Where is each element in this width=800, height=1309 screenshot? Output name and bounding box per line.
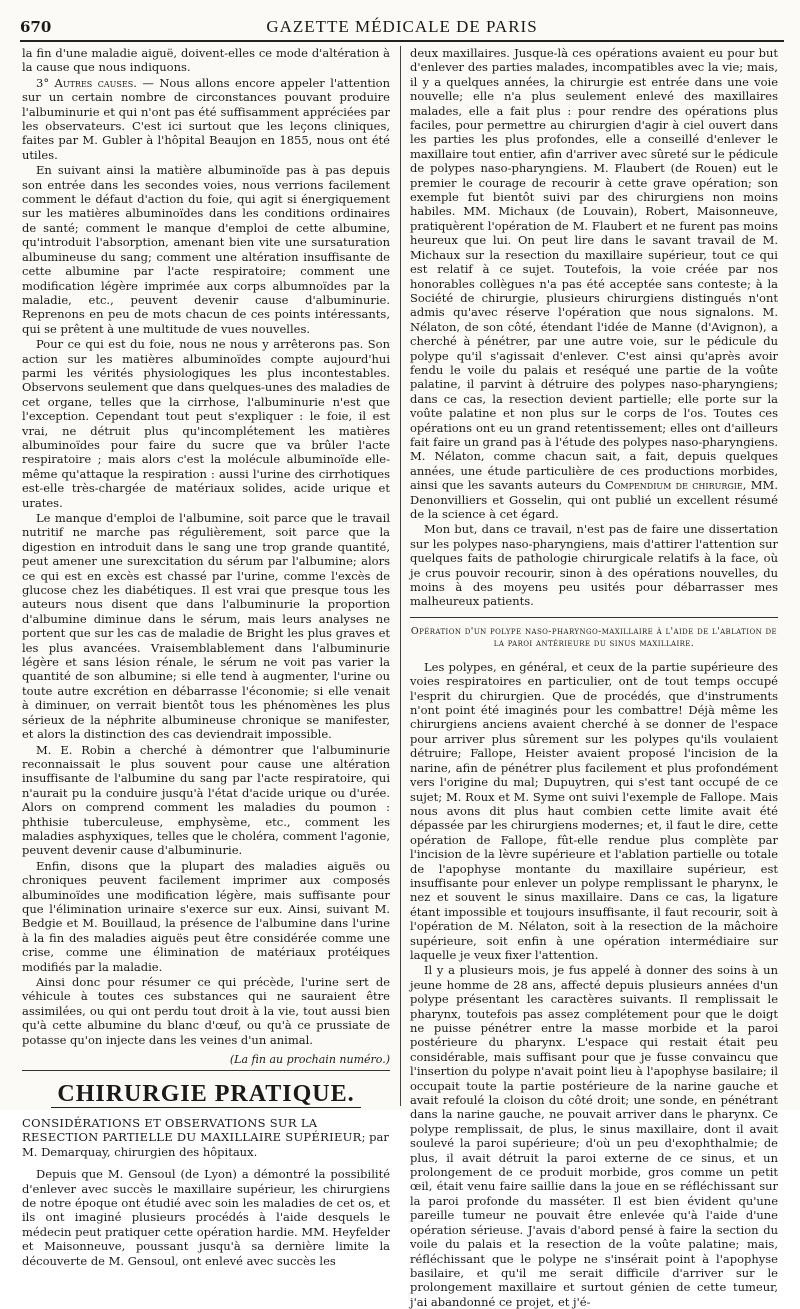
- article-author: ; par M. Demarquay, chirurgien des hôpitaux.: [22, 1130, 389, 1159]
- paragraph: Mon but, dans ce travail, n'est pas de faire une dissertation sur les polypes naso-pharyngiens, mais d'attirer l'attention sur quelques faits de pathologie chirurgicale relatifs à la face, où je crus pouvoir recourir, sinon à des opérations nouvelles, du moins à des moyens peu usités pour débarrasser mes malheureux patients.: [410, 522, 778, 609]
- left-column: [22, 46, 391, 1268]
- paragraph: Depuis que M. Gensoul (de Lyon) a démontré la possibilité d'enlever avec succès le maxillaire supérieur, les chirurgiens de notre époque ont étudié avec soin les maladies de cet os, et ils ont imaginé plusieurs procédés à l'aide desquels le médecin peut pratiquer cette opération hardie. MM. Heyfelder et Maisonneuve, poussant jusqu'à sa dernière limite la découverte de M. Gensoul, ont enlevé avec succès les: [22, 1167, 390, 1268]
- page-number: 670: [20, 18, 52, 36]
- paragraph: Il y a plusieurs mois, je fus appelé à donner des soins à un jeune homme de 28 ans, affecté depuis plusieurs années d'un polype présentant les caractères suivants. Il remplissait le pharynx, toutefois pas assez complétement pour que le doigt ne puisse pénétrer entre la masse morbide et la paroi postérieure du pharynx. L'espace qui restait était peu considérable, mais suffisant pour que je fusse convaincu que l'insertion du polype n'avait point lieu à l'apophyse basilaire; il occupait toute la partie postérieure de la narine gauche et avait refoulé la cloison du côté droit; une sonde, en pénétrant dans la narine gauche, ne pouvait arriver dans le pharynx. Ce polype remplissait, de plus, le sinus maxillaire, dont il avait soulevé la paroi supérieure; d'où un peu d'exophthalmie; de plus, il avait détruit la paroi externe de ce sinus, et un prolongement de ce produit morbide, gros comme un petit œil, était venu faire saillie dans la joue en se réfléchissant sur la paroi profonde du masséter. Il est bien évident qu'une pareille tumeur ne pouvait être enlevée qu'à l'aide d'une opération sérieuse. J'avais d'abord pensé à faire la section du voile du palais et la resection de la voûte palatine; mais, réfléchissant que le polype ne s'insérait point à l'apophyse basilaire, et qu'il me serait difficile d'arriver sur le prolongement maxillaire et surtout génien de cette tumeur, j'ai abandonné ce projet, et j'é-: [410, 963, 778, 1309]
- header-rule: [20, 40, 784, 42]
- paragraph: Le manque d'emploi de l'albumine, soit parce que le travail nutritif ne marche pas régulièrement, soit parce que la digestion en introduit dans le sang une trop grande quantité, peut amener une surexcitation du sérum par l'albumine; alors ce qui est en excès est chassé par l'urine, comme l'excès de glucose chez les diabétiques. Il est vrai que presque tous les auteurs nous disent que dans l'albuminurie la proportion d'albumine diminue dans le sérum, mais leurs analyses ne portent que sur les cas de maladie de Bright les plus graves et les plus avancées. Vraisemblablement dans l'albuminurie légère et sans lésion rénale, le sérum ne voit pas varier la quantité de son albumine; si elle tend à augmenter, l'urine ou toute autre excrétion en débarrasse l'économie; si elle venait à diminuer, on verrait bientôt tous les phénomènes les plus sérieux de la néphrite albumineuse chronique se manifester, et alors la distinction des cas deviendrait impossible.: [22, 511, 390, 742]
- paragraph: la fin d'une maladie aiguë, doivent-elles ce mode d'altération à la cause que nous indiquons.: [22, 46, 390, 75]
- article-heading: [22, 1116, 390, 1159]
- paragraph: [410, 46, 778, 521]
- section-title: [22, 1081, 390, 1108]
- paragraph: Ainsi donc pour résumer ce qui précède, l'urine sert de véhicule à toutes ces substances qui ne sauraient être assimilées, ou qui ont perdu tout droit à la vie, tout aussi bien qu'à cette albumine du blanc d'œuf, ou qu'à ce prussiate de potasse qu'on injecte dans les veines d'un animal.: [22, 975, 390, 1047]
- column-divider: [400, 46, 401, 1106]
- book-title: Compendium de chirurgie: [605, 478, 743, 493]
- article-title: CONSIDÉRATIONS ET OBSERVATIONS SUR LA RESECTION PARTIELLE DU MAXILLAIRE SUPÉRIEUR: [22, 1116, 362, 1145]
- continuation-note: (La fin au prochain numéro.): [229, 1053, 390, 1067]
- paragraph: Pour ce qui est du foie, nous ne nous y arrêterons pas. Son action sur les matières albuminoïdes compte aujourd'hui parmi les vérités physiologiques les plus incontestables. Observons seulement que dans quelques-unes des maladies de cet organe, telles que la cirrhose, l'albuminurie n'est que l'exception. Cependant tout peut s'expliquer : le foie, il est vrai, ne détruit plus qu'incomplétement les matières albuminoïdes pour faire du sucre que va brûler l'acte respiratoire ; mais alors c'est la molécule albuminoïde elle-même qu'attaque la respiration : aussi l'urine des cirrhotiques est-elle très-chargée de matériaux solides, acide urique et urates.: [22, 337, 390, 510]
- paragraph-label: 3° Autres causes.: [36, 75, 137, 90]
- paragraph-text: — Nous allons encore appeler l'attention sur un certain nombre de circonstances pouvant produire l'albuminurie et qui n'ont pas été suffisamment appréciées par les observateurs. C'est ici surtout que les leçons cliniques, faites par M. Gubler à l'hôpital Beaujon en 1855, nous ont été utiles.: [22, 75, 391, 162]
- paragraph: [22, 76, 390, 162]
- paragraph: M. E. Robin a cherché à démontrer que l'albuminurie reconnaissait le plus souvent pour cause une altération insuffisante de l'albumine du sang par l'acte respiratoire, qui n'aurait pu la conduire jusqu'à l'état d'acide urique ou d'urée. Alors on comprend comment les maladies du poumon : phthisie tuberculeuse, emphysème, etc., comment les maladies asphyxiques, telles que le choléra, comment l'agonie, peuvent devenir cause d'albuminurie.: [22, 742, 390, 858]
- section-rule: [22, 1070, 390, 1071]
- paragraph-text: deux maxillaires. Jusque-là ces opérations avaient eu pour but d'enlever des parties malades, incompatibles avec la vie; mais, il y a quelques années, la chirurgie est entrée dans une voie nouvelle; elle n'a plus seulement enlevé des maxillaires malades, elle a fait plus : pour rendre des opérations plus faciles, pour permettre au chirurgien d'agir à ciel ouvert dans les parties les plus profondes, elle a conseillé d'enlever le maxillaire tout entier, afin d'arriver avec sûreté sur le pédicule de polypes naso-pharyngiens. M. Flaubert (de Rouen) eut le premier le courage de recourir à cette grave opération; son exemple fut bientôt suivi par des chirurgiens non moins habiles. MM. Michaux (de Louvain), Robert, Maisonneuve, pratiquèrent l'opération de M. Flaubert et ne furent pas moins heureux que lui. On peut lire dans le savant travail de M. Michaux sur la resection du maxillaire supérieur, tout ce qui est relatif à ce sujet. Toutefois, la voie créée par nos honorables collègues n'a pas été acceptée sans conteste; à la Société de chirurgie, plusieurs chirurgiens distingués n'ont admis qu'avec réserve l'opération que nous signalons. M. Nélaton, de son côté, étendant l'idée de Manne (d'Avignon), a cherché à pénétrer, par une autre voie, sur le pédicule du polype qu'il s'agissait d'enlever. C'est ainsi qu'après avoir fendu le voile du palais et reséqué une partie de la voûte palatine, il parvint à détruire des polypes naso-pharyngiens; dans ce cas, la resection devient partielle; elle porte sur la voûte palatine et non plus sur le corps de l'os. Toutes ces opérations ont eu un grand retentissement; elles ont d'ailleurs fait faire un grand pas à l'étude des polypes naso-pharyngiens. M. Nélaton, comme chacun sait, a fait, depuis quelques années, une étude particulière de ces productions morbides, ainsi que les savants auteurs du: [410, 46, 778, 493]
- page-header: [20, 14, 784, 38]
- journal-title: GAZETTE MÉDICALE DE PARIS: [266, 17, 538, 36]
- section-title-text: CHIRURGIE PRATIQUE.: [51, 1081, 360, 1108]
- paragraph: Enfin, disons que la plupart des maladies aiguës ou chroniques peuvent facilement imprimer aux composés albuminoïdes une modification légère, mais suffisante pour que l'élimination urinaire s'exerce sur eux. Ainsi, suivant M. Bedgie et M. Bouillaud, la présence de l'albumine dans l'urine à la fin des maladies aiguës peut être considérée comme une crise, comme une élimination de matériaux protéiques modifiés par la maladie.: [22, 858, 390, 974]
- paragraph: En suivant ainsi la matière albuminoïde pas à pas depuis son entrée dans les secondes voies, nous verrions facilement comment le défaut d'action du foie, qui agit si énergiquement sur les matières albuminoïdes dans les conditions ordinaires de santé; comment le manque d'emploi de cette albumine, qu'introduit l'absorption, amenant bien vite une sursaturation albumineuse du sang; comment une altération insuffisante de cette albumine par l'acte respiratoire; comment une modification légère imprimée aux corps albumnoïdes par la maladie, etc., peuvent devenir cause d'albuminurie. Reprenons en peu de mots chacun de ces points intéressants, qui se prêtent à une multitude de vues nouvelles.: [22, 163, 390, 336]
- paragraph: Les polypes, en général, et ceux de la partie supérieure des voies respiratoires en particulier, ont de tout temps occupé l'esprit du chirurgien. Que de procédés, que d'instruments n'ont point été imaginés pour les combattre! Déjà même les chirurgiens anciens avaient cherché à se donner de l'espace pour arriver plus sûrement sur les polypes qu'ils voulaient détruire; Fallope, Heister avaient proposé l'incision de la narine, afin de pénétrer plus facilement et plus profondément vers l'origine du mal; Dupuytren, qui s'est tant occupé de ce sujet; M. Roux et M. Syme ont suivi l'exemple de Fallope. Mais nous avons dit plus haut combien cette limite avait été dépassée par les chirurgiens modernes; et, il faut le dire, cette opération de Fallope, fût-elle rendue plus complète par l'incision de la lèvre supérieure et l'ablation partielle ou totale de l'apophyse montante du maxillaire supérieur, est insuffisante pour enlever un polype remplissant le pharynx, le nez et souvent le sinus maxillaire. Dans ce cas, la ligature étant impossible et toujours insuffisante, il faut recourir, soit à l'opération de M. Nélaton, soit à la resection de la mâchoire supérieure, soit enfin à une opération intermédiaire sur laquelle je veux fixer l'attention.: [410, 659, 778, 962]
- right-column: [410, 46, 778, 1309]
- paragraph-text: , MM. Denonvilliers et Gosselin, qui ont publié un excellent résumé de la science à cet égard.: [410, 478, 778, 521]
- article-subheading: Opération d'un polype naso-pharyngo-maxillaire à l'aide de l'ablation de la paroi antérieure du sinus maxillaire.: [410, 617, 778, 650]
